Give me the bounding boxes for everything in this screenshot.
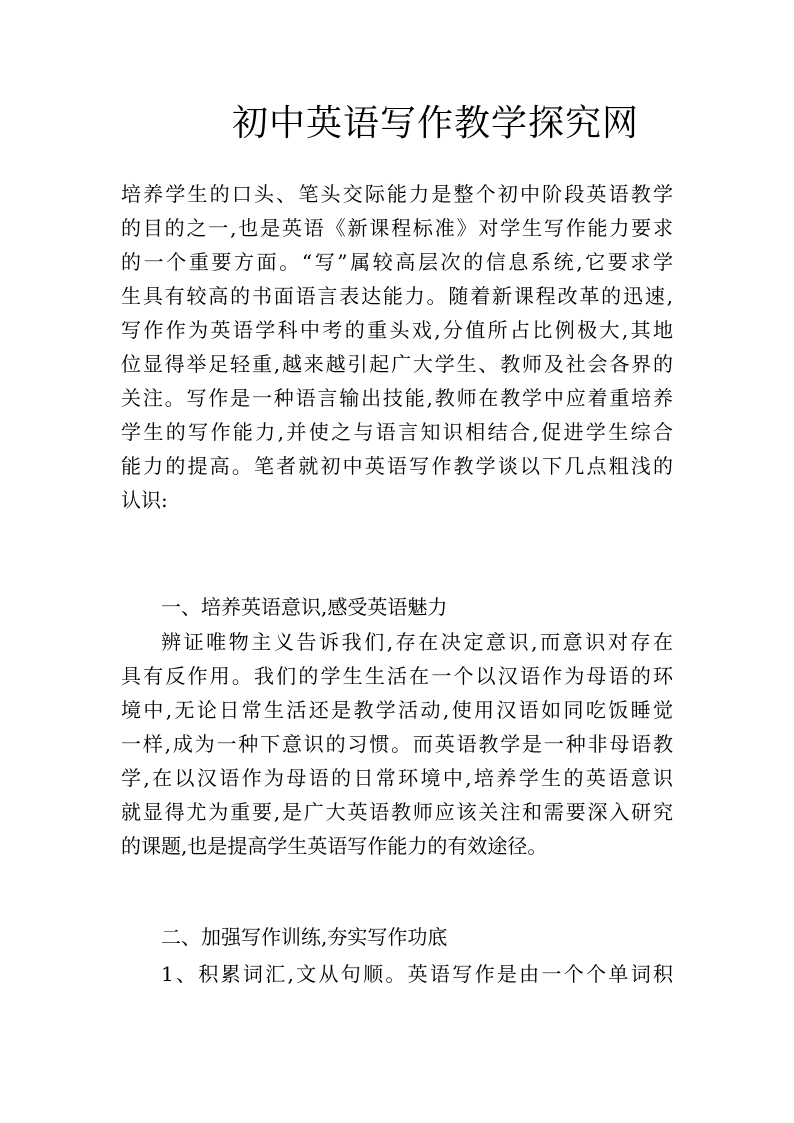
text-line: 辨证唯物主义告诉我们,存在决定意识,而意识对存在 xyxy=(161,630,673,654)
text-line: 境中,无论日常生活还是教学活动,使用汉语如同吃饭睡觉 xyxy=(121,698,673,722)
section-heading-text: 一、培养英语意识,感受英语魅力 xyxy=(161,595,448,619)
document-title: 初中英语写作教学探究网 xyxy=(232,103,640,144)
text-line: 具有反作用。我们的学生生活在一个以汉语作为母语的环 xyxy=(121,664,673,688)
text-line: 的目的之一,也是英语《新课程标准》对学生写作能力要求 xyxy=(121,216,673,240)
section-heading-2 xyxy=(161,920,673,954)
paragraph-section-2 xyxy=(121,957,673,991)
text-line: 的一个重要方面。“写”属较高层次的信息系统,它要求学 xyxy=(121,250,673,274)
text-line: 培养学生的口头、笔头交际能力是整个初中阶段英语教学 xyxy=(121,182,673,206)
text-line: 学生的写作能力,并使之与语言知识相结合,促进学生综合 xyxy=(121,420,673,444)
text-line: 的课题,也是提高学生英语写作能力的有效途径。 xyxy=(121,834,548,858)
text-line: 位显得举足轻重,越来越引起广大学生、教师及社会各界的 xyxy=(121,352,673,376)
text-line: 生具有较高的书面语言表达能力。随着新课程改革的迅速, xyxy=(121,284,673,308)
text-line: 认识: xyxy=(121,488,168,512)
text-line: 就显得尤为重要,是广大英语教师应该关注和需要深入研究 xyxy=(121,800,673,824)
text-line: 写作作为英语学科中考的重头戏,分值所占比例极大,其地 xyxy=(121,318,673,342)
section-heading-text: 二、加强写作训练,夯实写作功底 xyxy=(161,925,448,949)
text-line: 能力的提高。笔者就初中英语写作教学谈以下几点粗浅的 xyxy=(121,454,673,478)
text-line: 1、积累词汇,文从句顺。英语写作是由一个个单词积 xyxy=(161,962,673,986)
paragraph-intro xyxy=(121,177,673,517)
text-line: 一样,成为一种下意识的习惯。而英语教学是一种非母语教 xyxy=(121,732,673,756)
section-heading-1 xyxy=(161,590,673,624)
text-line: 关注。写作是一种语言输出技能,教师在教学中应着重培养 xyxy=(121,386,673,410)
text-line: 学,在以汉语作为母语的日常环境中,培养学生的英语意识 xyxy=(121,766,673,790)
paragraph-section-1 xyxy=(121,625,673,863)
